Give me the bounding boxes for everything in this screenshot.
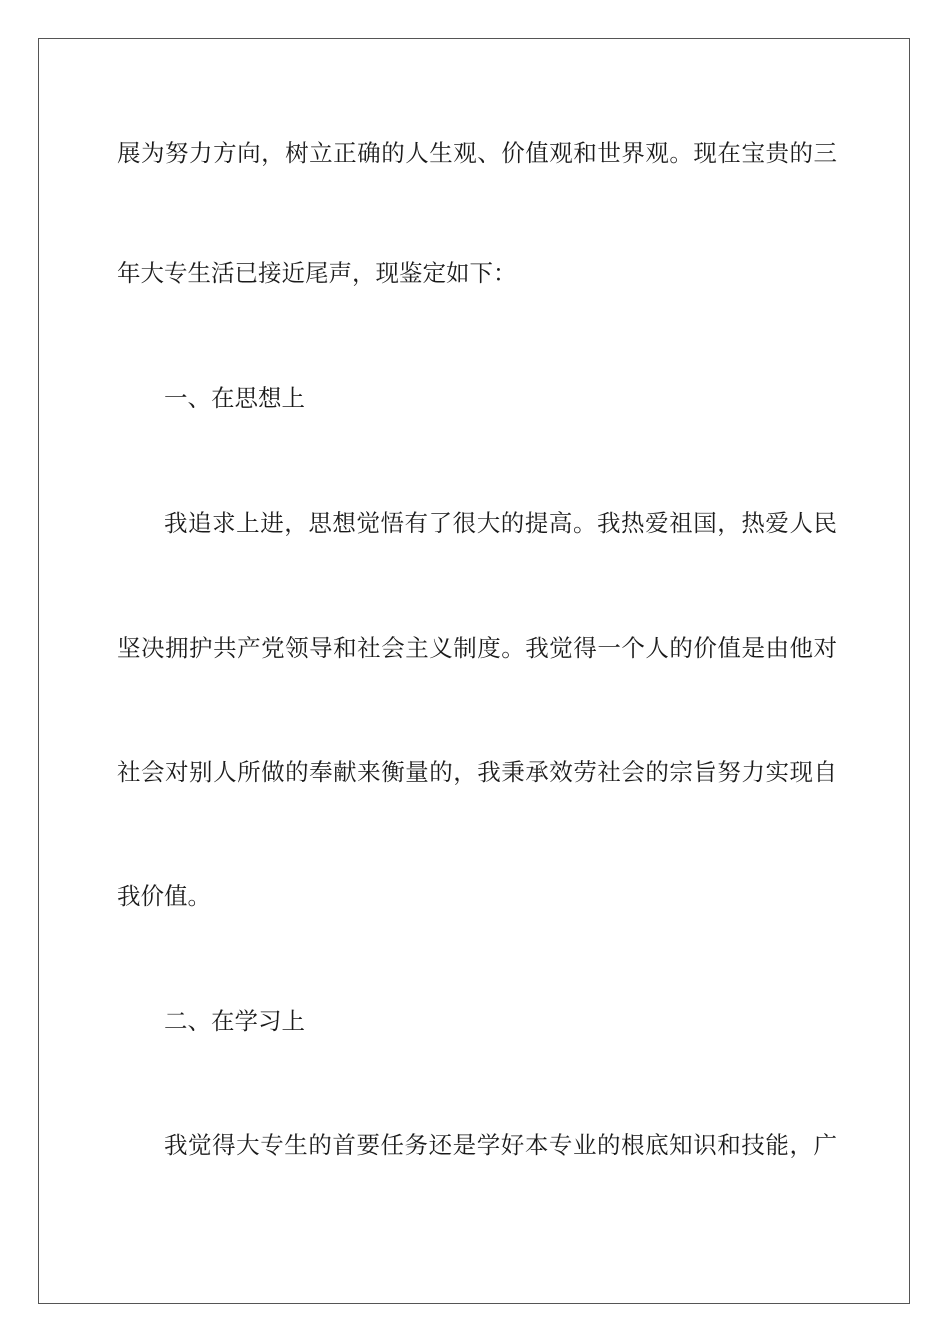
section-heading-thought: 一、在思想上 xyxy=(164,384,305,412)
page-border xyxy=(38,38,910,1304)
paragraph-line-3: 我追求上进，思想觉悟有了很大的提高。我热爱祖国，热爱人民 xyxy=(164,509,837,537)
paragraph-line-6: 我价值。 xyxy=(117,882,211,910)
paragraph-line-2: 年大专生活已接近尾声，现鉴定如下： xyxy=(117,259,517,287)
paragraph-line-4: 坚决拥护共产党领导和社会主义制度。我觉得一个人的价值是由他对 xyxy=(117,634,837,662)
paragraph-line-5: 社会对别人所做的奉献来衡量的，我秉承效劳社会的宗旨努力实现自 xyxy=(117,758,837,786)
section-heading-study: 二、在学习上 xyxy=(164,1007,305,1035)
paragraph-line-1: 展为努力方向，树立正确的人生观、价值观和世界观。现在宝贵的三 xyxy=(117,139,837,167)
paragraph-line-7: 我觉得大专生的首要任务还是学好本专业的根底知识和技能，广 xyxy=(164,1131,837,1159)
